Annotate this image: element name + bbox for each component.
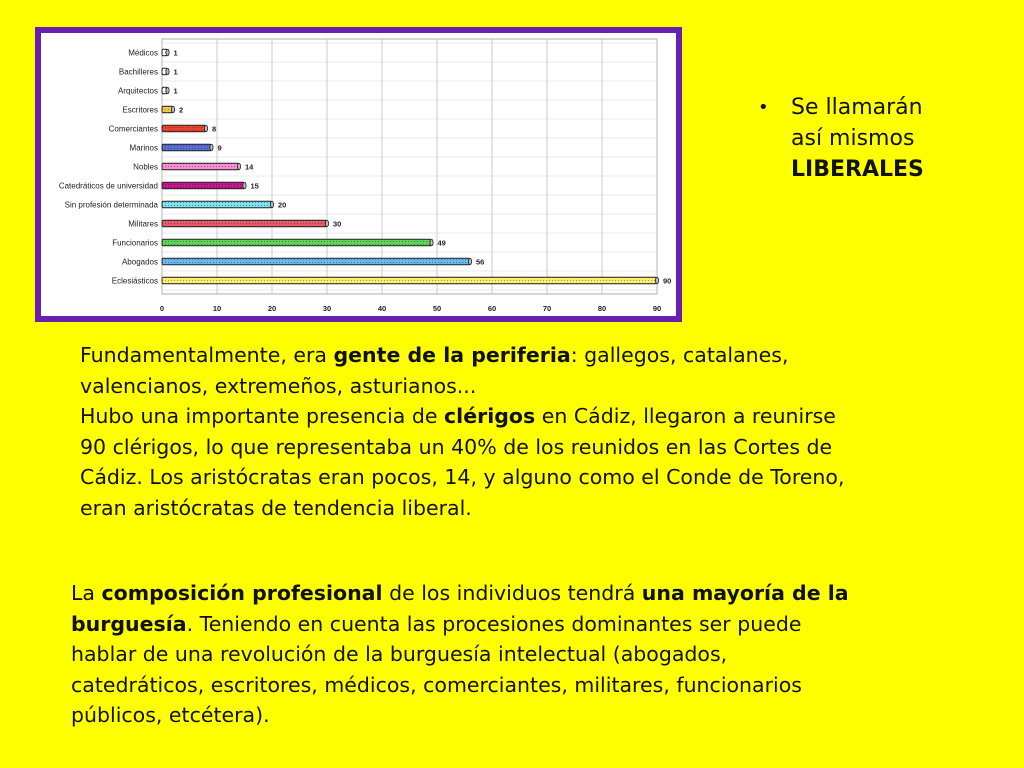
- para1-bold: clérigos: [444, 404, 536, 428]
- category-label: Nobles: [133, 162, 158, 172]
- para2-text: . Teniendo en cuenta las procesiones dominantes ser puede: [186, 611, 802, 636]
- bar-end-cap: [270, 201, 273, 208]
- para2-line-2: [71, 609, 971, 640]
- value-label: 56: [476, 257, 485, 267]
- value-label: 90: [663, 276, 672, 286]
- bullet-line-1: Se llamarán: [791, 95, 923, 120]
- bar-texture: [162, 182, 245, 189]
- bar-texture: [162, 144, 212, 151]
- bar-texture: [162, 258, 470, 265]
- para2-line-3: hablar de una revolución de la burguesía intelectual (abogados,: [71, 642, 728, 666]
- x-tick-label: 50: [432, 304, 442, 313]
- x-tick-label: 90: [652, 304, 662, 313]
- x-tick-label: 10: [212, 304, 222, 313]
- category-label: Arquitectos: [117, 86, 158, 96]
- bar-texture: [162, 125, 206, 132]
- para2-bold: una mayoría de la: [641, 581, 849, 605]
- para1-text: Hubo una importante presencia de: [80, 404, 445, 428]
- chart-frame: [35, 27, 682, 322]
- bar-end-cap: [237, 163, 240, 170]
- category-label: Catedráticos de universidad: [58, 181, 158, 191]
- bar-end-cap: [204, 125, 207, 132]
- composition-paragraph: [71, 578, 971, 731]
- para1-text: Fundamentalmente, era: [80, 343, 334, 367]
- bullet-line-2: así mismos: [791, 126, 915, 151]
- para2-line-4: catedráticos, escritores, médicos, comerciantes, militares, funcionarios: [71, 672, 802, 697]
- bar-end-cap: [166, 68, 169, 75]
- value-label: 30: [333, 219, 342, 229]
- x-tick-label: 20: [267, 304, 277, 313]
- category-label: Funcionarios: [112, 238, 158, 248]
- bar-texture: [162, 277, 657, 284]
- bar-texture: [162, 163, 239, 170]
- category-label: Escritores: [122, 105, 158, 115]
- x-tick-label: 40: [377, 304, 387, 313]
- profession-bar-chart: [41, 33, 676, 316]
- para2-text: La: [71, 581, 102, 605]
- category-label: Abogados: [121, 257, 158, 267]
- para1-text: : gallegos, catalanes,: [570, 343, 789, 367]
- value-label: 1: [173, 86, 178, 96]
- para2-line-1: [71, 578, 971, 609]
- para1-line-5: Cádiz. Los aristócratas eran pocos, 14, y alguno como el Conde de Toreno,: [80, 465, 845, 489]
- para2-line-5: públicos, etcétera).: [71, 703, 270, 727]
- para1-text: en Cádiz, llegaron a reunirse: [535, 404, 836, 428]
- para1-line-3: [80, 401, 980, 432]
- para2-text: de los individuos tendrá: [382, 581, 642, 605]
- bar-end-cap: [430, 239, 433, 246]
- bullet-text: [791, 92, 991, 185]
- bar-end-cap: [325, 220, 328, 227]
- value-label: 1: [173, 48, 178, 58]
- category-label: Eclesiásticos: [111, 276, 158, 286]
- x-tick-label: 60: [487, 304, 497, 313]
- x-tick-label: 0: [159, 304, 165, 313]
- origin-paragraph: [80, 340, 980, 523]
- value-label: 9: [217, 143, 222, 153]
- value-label: 14: [245, 162, 254, 172]
- para1-line-4: 90 clérigos, lo que representaba un 40% de los reunidos en las Cortes de: [80, 434, 833, 459]
- bar-end-cap: [210, 144, 213, 151]
- bar-end-cap: [243, 182, 246, 189]
- bullet-symbol: •: [758, 97, 769, 118]
- value-label: 49: [437, 238, 446, 248]
- value-label: 8: [212, 124, 217, 134]
- chart-panel: [41, 33, 676, 316]
- value-label: 2: [179, 105, 184, 115]
- bar-end-cap: [166, 49, 169, 56]
- category-label: Médicos: [128, 48, 158, 58]
- bar-end-cap: [655, 277, 658, 284]
- value-label: 20: [278, 200, 287, 210]
- bullet-line-3: LIBERALES: [791, 157, 924, 182]
- para2-bold: burguesía: [71, 611, 187, 636]
- category-label: Marinos: [129, 143, 158, 153]
- category-label: Militares: [128, 219, 158, 229]
- para2-bold: composición profesional: [101, 581, 383, 605]
- x-tick-label: 80: [597, 304, 607, 313]
- value-label: 15: [250, 181, 259, 191]
- bar-texture: [162, 220, 327, 227]
- bar-texture: [162, 239, 432, 246]
- value-label: 1: [173, 67, 178, 77]
- bar-texture: [162, 201, 272, 208]
- category-label: Sin profesión determinada: [64, 200, 158, 210]
- category-label: Bachilleres: [118, 67, 158, 77]
- para1-line-6: eran aristócratas de tendencia liberal.: [80, 495, 472, 520]
- x-tick-label: 30: [322, 304, 332, 313]
- para1-line-1: [80, 340, 980, 371]
- bar-end-cap: [166, 87, 169, 94]
- bar-end-cap: [468, 258, 471, 265]
- para1-bold: gente de la periferia: [333, 343, 571, 367]
- category-label: Comerciantes: [108, 124, 158, 134]
- bar-end-cap: [171, 106, 174, 113]
- x-tick-label: 70: [542, 304, 552, 313]
- para1-line-2: valencianos, extremeños, asturianos...: [80, 373, 477, 398]
